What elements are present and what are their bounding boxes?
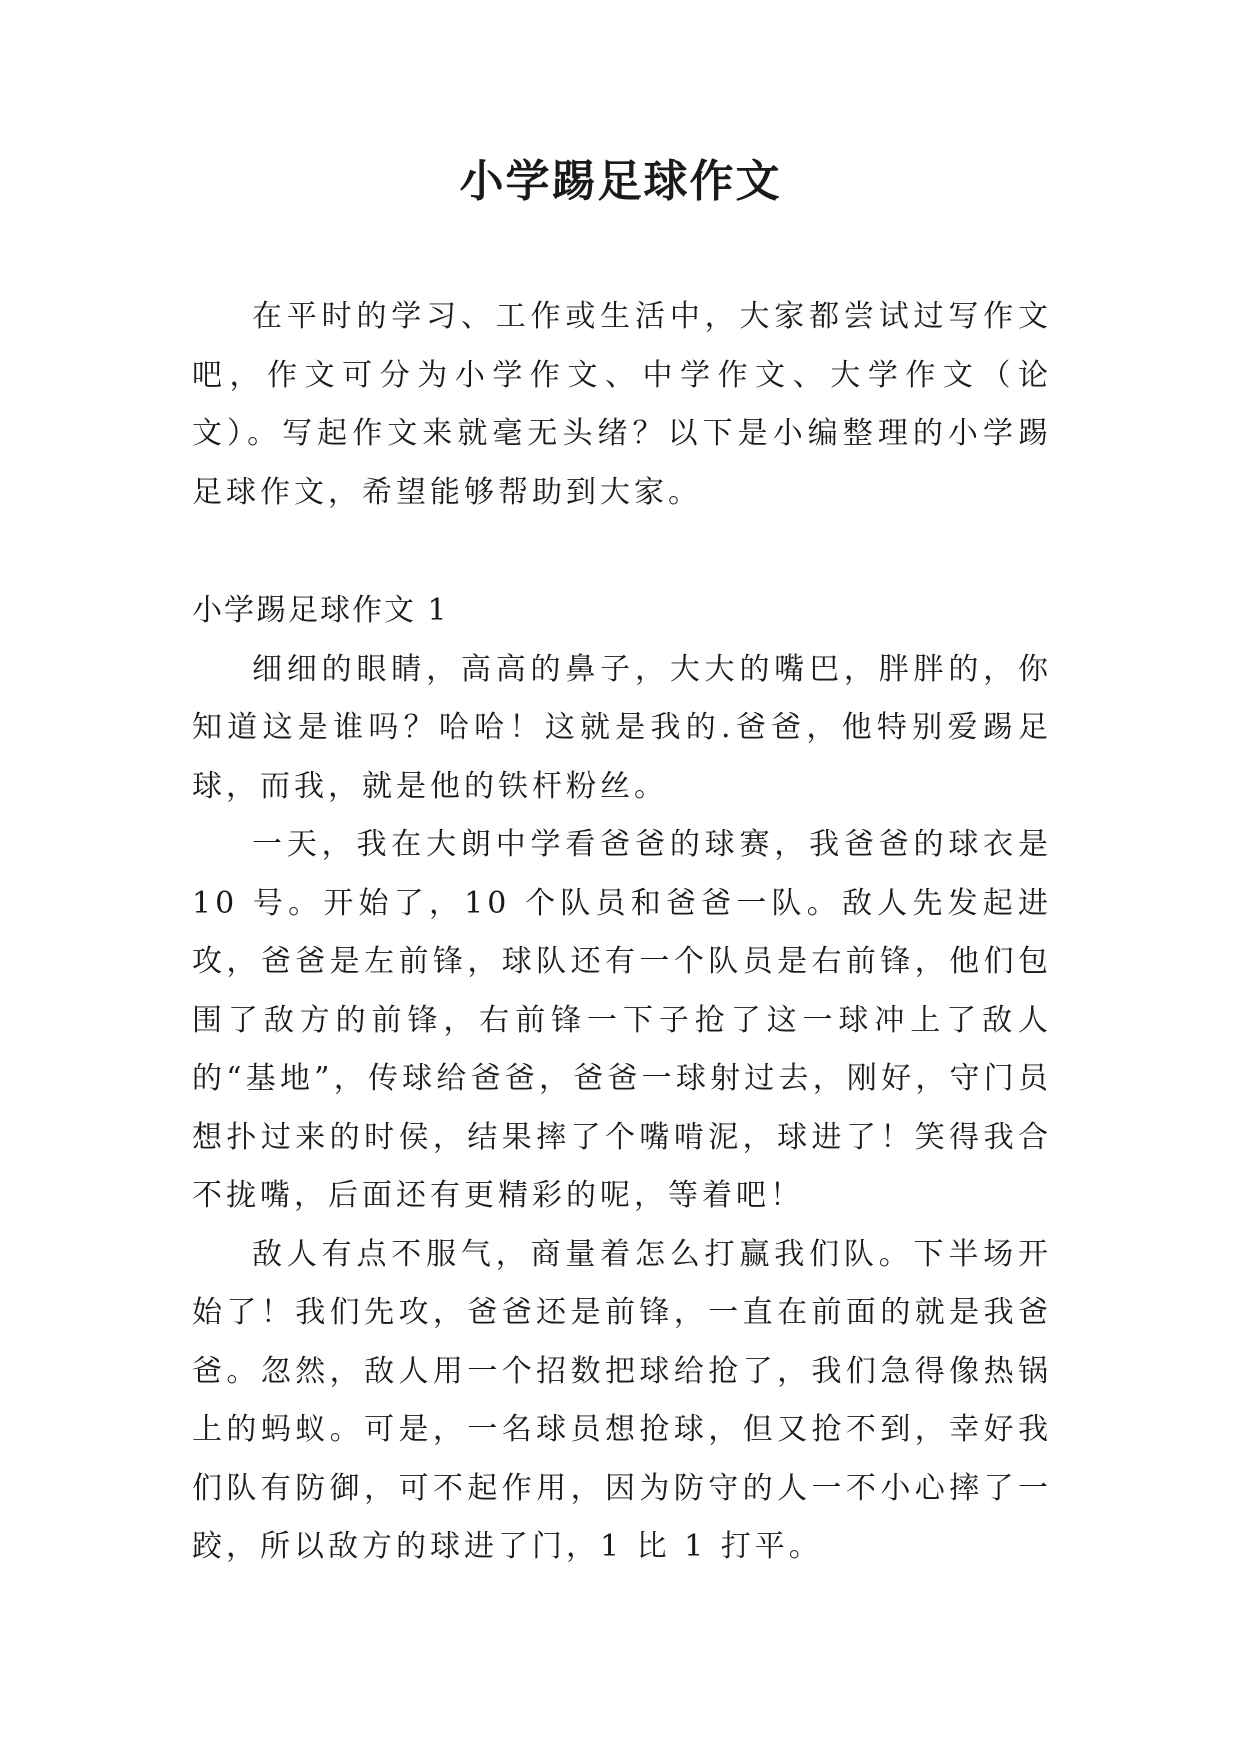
body-paragraph: 敌人有点不服气，商量着怎么打赢我们队。下半场开始了！我们先攻，爸爸还是前锋，一直在前面的就是我爸爸。忽然，敌人用一个招数把球给抢了，我们急得像热锅上的蚂蚁。可是，一名球员想抢球，但又抢不到，幸好我们队有防御，可不起作用，因为防守的人一不小心摔了一跤，所以敌方的球进了门，1 比 1 打平。 <box>192 1236 1052 1564</box>
section-heading: 小学踢足球作文 1 <box>192 593 449 628</box>
intro-paragraph: 在平时的学习、工作或生活中，大家都尝试过写作文吧，作文可分为小学作文、中学作文、大学作文（论文）。写起作文来就毫无头绪？以下是小编整理的小学踢足球作文，希望能够帮助到大家。 <box>192 299 1052 510</box>
body-paragraph: 一天，我在大朗中学看爸爸的球赛，我爸爸的球衣是 10 号。开始了，10 个队员和爸爸一队。敌人先发起进攻，爸爸是左前锋，球队还有一个队员是右前锋，他们包围了敌方的前锋，右前锋一下子抢了这一球冲上了敌人的“基地”，传球给爸爸，爸爸一球射过去，刚好，守门员想扑过来的时侯，结果摔了个嘴啃泥，球进了！笑得我合不拢嘴，后面还有更精彩的呢，等着吧！ <box>192 827 1052 1213</box>
body-paragraph: 细细的眼睛，高高的鼻子，大大的嘴巴，胖胖的，你知道这是谁吗？哈哈！这就是我的.爸爸，他特别爱踢足球，而我，就是他的铁杆粉丝。 <box>192 651 1052 804</box>
document-body <box>192 288 1052 1577</box>
document-title: 小学踢足球作文 <box>459 156 782 207</box>
